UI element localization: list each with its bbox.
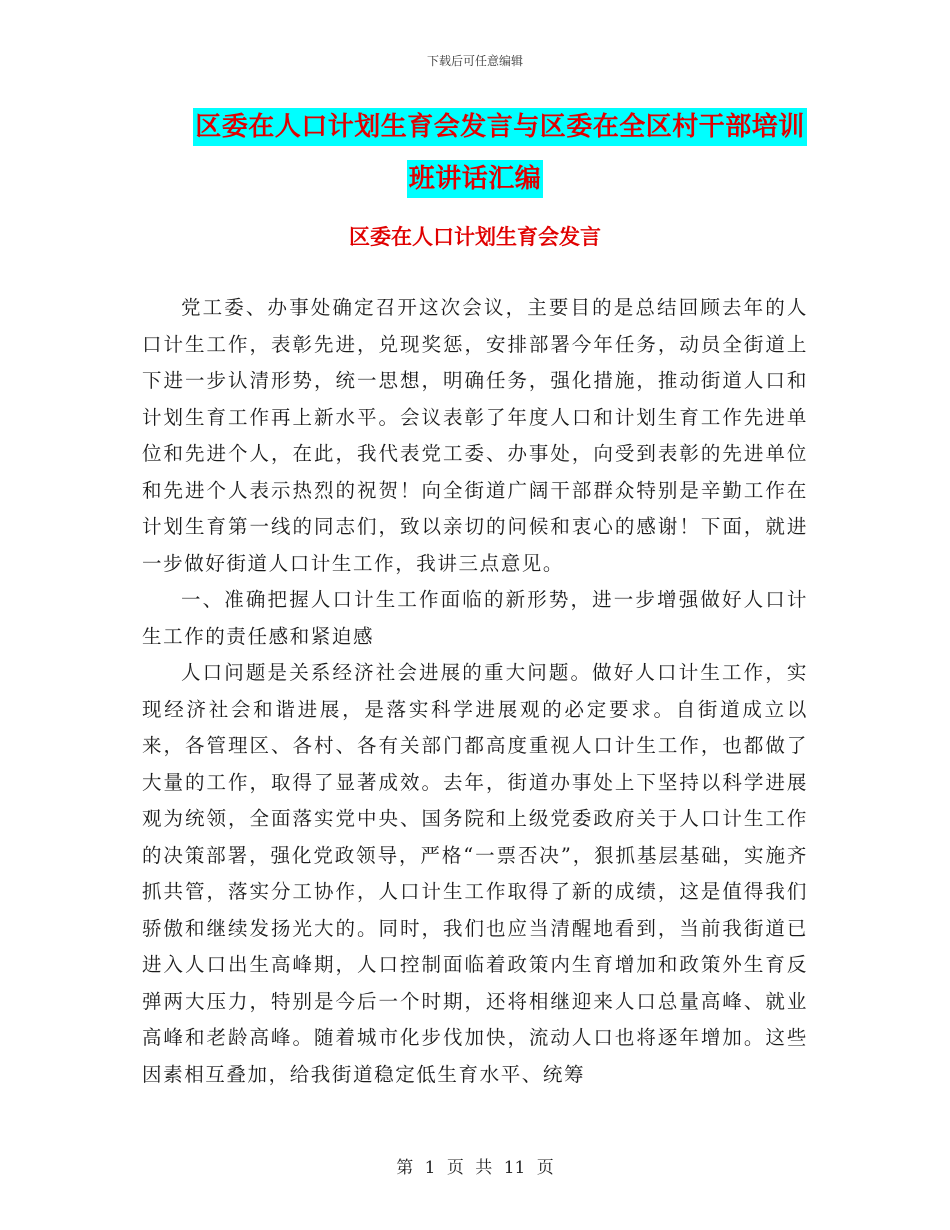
body-paragraph-1: 党工委、办事处确定召开这次会议，主要目的是总结回顾去年的人口计生工作，表彰先进，兑现奖惩，安排部署今年任务，动员全街道上下进一步认清形势，统一思想，明确任务，强化措施，推动街道人口和计划生育工作再上新水平。会议表彰了年度人口和计划生育工作先进单位和先进个人，在此，我代表党工委、办事处，向受到表彰的先进单位和先进个人表示热烈的祝贺！向全街道广阔干部群众特别是辛勤工作在计划生育第一线的同志们，致以亲切的问候和衷心的感谢！下面，就进一步做好街道人口计生工作，我讲三点意见。 bbox=[142, 296, 808, 575]
body-heading-1: 一、准确把握人口计生工作面临的新形势，进一步增强做好人口计生工作的责任感和紧迫感 bbox=[142, 588, 808, 648]
document-title-line-1: 区委在人口计划生育会发言与区委在全区村干部培训 bbox=[193, 108, 807, 146]
document-title-line-2: 班讲话汇编 bbox=[407, 160, 544, 198]
section-title: 区委在人口计划生育会发言 bbox=[349, 224, 601, 249]
body-paragraph-2: 人口问题是关系经济社会进展的重大问题。做好人口计生工作，实现经济社会和谐进展，是落实科学进展观的必定要求。自街道成立以来，各管理区、各村、各有关部门都高度重视人口计生工作，也都做了大量的工作，取得了显著成效。去年，街道办事处上下坚持以科学进展观为统领，全面落实党中央、国务院和上级党委政府关于人口计生工作的决策部署，强化党政领导，严格“一票否决”，狠抓基层基础，实施齐抓共管，落实分工协作，人口计生工作取得了新的成绩，这是值得我们骄傲和继续发扬光大的。同时，我们也应当清醒地看到，当前我街道已进入人口出生高峰期，人口控制面临着政策内生育增加和政策外生育反弹两大压力，特别是今后一个时期，还将相继迎来人口总量高峰、就业高峰和老龄高峰。随着城市化步伐加快，流动人口也将逐年增加。这些因素相互叠加，给我街道稳定低生育水平、统筹 bbox=[142, 661, 808, 1086]
document-body bbox=[142, 290, 808, 1093]
document-title bbox=[0, 108, 950, 212]
page-number: 第 1 页 共 11 页 bbox=[396, 1158, 554, 1178]
page-header-note: 下载后可任意编辑 bbox=[426, 54, 523, 68]
